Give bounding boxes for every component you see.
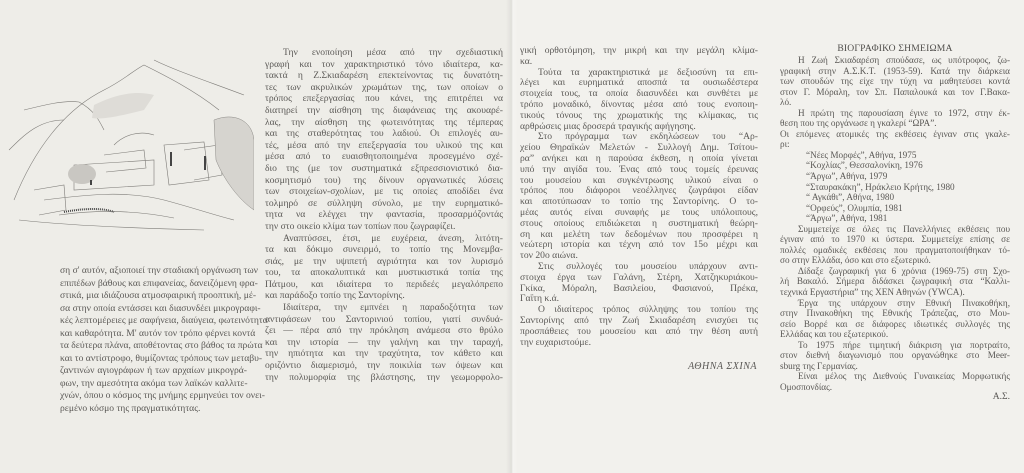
- text-line: και την ιστορία — την γαλήνη και την ταραχή,: [265, 336, 503, 348]
- left-page-column-2: [265, 47, 503, 383]
- text-line: γραφή και τον χαρακτηριστικό τόνο ιδιαίτερα, κα-: [265, 58, 503, 70]
- text-line: τεχνικά Εργαστήρια” της ΧΕΝ Αθηνών (YWCA).: [780, 287, 965, 298]
- text-line: τρόπος που διάφοροι νεοέλληνες ζωγράφοι είδαν: [520, 185, 758, 197]
- paragraph: [520, 132, 758, 262]
- exhibition-item: “Ορφεύς”, Ολυμπία, 1981: [806, 202, 903, 213]
- text-line: των σπουδών της είχε την τύχη να μαθητεύσει κοντά: [780, 76, 1010, 87]
- text-line: Την ενοποίηση μέσα από την σχεδιαστική: [283, 47, 503, 58]
- text-line: τα και δόκιμο συνειρμό, το τοπίο της Μονεμβα-: [265, 244, 503, 256]
- text-line: σο στην Ελλάδα, όσο και στο εξωτερικό.: [780, 255, 931, 266]
- text-line: φων, την αμεσότητα ακόμα των λαϊκών καλλιτε-: [60, 377, 248, 389]
- paragraph: [780, 298, 1010, 340]
- text-line: ρι:: [780, 139, 790, 150]
- text-line: στοιχα έργα των Γαλάνη, Στέρη, Χατζηκυριάκου-: [520, 271, 758, 283]
- left-page-column-1: [60, 265, 268, 415]
- exhibition-item: “Άργω”, Αθήνα, 1981: [806, 213, 888, 224]
- text-line: τα δεύτερα πλάνα, αποθέτοντας στο βάθος τα πρώτα: [60, 340, 263, 351]
- paragraph: [520, 262, 758, 305]
- text-line: τες των ακρυλικών χρωμάτων της, των οποίων ο: [265, 81, 503, 93]
- text-line: Γκίκα, Μόραλη, Βασιλείου, Φασιανού, Πρέκα,: [520, 282, 758, 294]
- text-line: Συμμετείχε σε όλες τις Πανελλήνιες εκθέσεις που: [798, 223, 1010, 234]
- text-line: διο της (με τον συστηματικά εξπρεσσιονιστικό δια-: [265, 162, 503, 174]
- text-line: Πάτμου, και ιδιαίτερα το περιδεές μεγαλόπρεπο: [265, 278, 503, 290]
- text-line: ση σ' αυτόν, αξιοποιεί την σταδιακή οργάνωση των: [60, 265, 258, 276]
- text-line: των στοιχείων-σχολίων, με τις οποίες αποδίδει ένα: [265, 186, 503, 198]
- text-line: αρθρώσεις μιας δροσερά τραγικής αφήγησης.: [520, 120, 696, 132]
- exhibition-item: “Κοχλίας”, Θεσσαλονίκη, 1976: [806, 160, 923, 171]
- text-line: γική ορθοτόμηση, την μικρή και την μεγάλη κλίμα-: [520, 45, 758, 56]
- text-line: λέγει και ευρηματικά αποσπά τα ουσιωδέστερα: [520, 77, 758, 89]
- text-line: Το 1975 πήρε τιμητική διάκριση για πορτραίτο,: [798, 339, 1010, 350]
- text-line: έγιναν από το 1970 κι ύστερα. Συμμετείχε επίσης σε: [780, 234, 1010, 245]
- text-line: ρα” ανήκει και η παρούσα έκθεση, η οποία γίνεται: [520, 152, 758, 164]
- text-line: Οι επόμενες ατομικές της εκθέσεις έγιναν στις γκαλε-: [780, 128, 1010, 139]
- text-line: Έργα της υπάρχουν στην Εθνική Πινακοθήκη,: [798, 297, 1010, 308]
- text-line: Είναι μέλος της Διεθνούς Γυναικείας Μορφωτικής: [798, 371, 1010, 382]
- text-line: και αποτύπωσαν το τοπίο της Σαντορίνης. Ο το-: [520, 196, 758, 208]
- text-line: γραφική στην Α.Σ.Κ.Τ. (1953-59). Κατά την διάρκεια: [780, 65, 1010, 76]
- text-line: τές, μέσα από την επεξεργασία του υλικού της και: [265, 139, 503, 151]
- text-line: την πολυμορφία της βλάστησης, την γεωμορφολο-: [265, 371, 503, 383]
- text-line: σιάς, με την υψιπετή αγριότητα και τον λυρισμό: [265, 255, 503, 267]
- text-line: στους οποίους επιδιώκεται η συστηματική θεώρη-: [520, 217, 758, 229]
- text-line: κοσμητισμό του) της δίνουν οργανωτικές λύσεις: [265, 174, 503, 186]
- text-line: τρόπος επεξεργασίας που κάνει, της επιτρέπει να: [265, 93, 503, 105]
- text-line: Σαντορίνης από την Ζωή Σκιαδαρέση ενισχύει τις: [520, 314, 758, 326]
- text-line: Ο ιδιαίτερος τρόπος σύλληψης του τοπίου της: [538, 304, 758, 316]
- text-line: του, τα αποκαλυπτικά και μυστικιστικά τοπία της: [265, 267, 503, 279]
- text-line: την ευχαριστούμε.: [520, 336, 591, 348]
- text-line: λή Βακαλό. Σήμερα διδάσκει ζωγραφική στα “Καλλι-: [780, 276, 1010, 287]
- text-line: προσπάθειες του μουσείου και από την θέση αυτή: [520, 325, 758, 337]
- text-line: τακτά η Ζ.Σκιαδαρέση επεκτείνοντας τις δυνατότη-: [265, 70, 503, 82]
- paragraph: [780, 224, 1010, 266]
- text-line: υπό την αιγίδα του. Ένας από τους τομείς έρευνας: [520, 163, 758, 175]
- text-line: οριζόντιο διαμερισμό, την ποικιλία των όψεων και: [265, 360, 503, 372]
- text-line: αντιφάσεων του Σαντορινιού τοπίου, γιατί συνδυά-: [265, 313, 503, 325]
- text-line: Η Ζωή Σκιαδαρέση σπούδασε, ως υπότροφος, ζω-: [798, 55, 1010, 65]
- biography-title: ΒΙΟΓΡΑΦΙΚΟ ΣΗΜΕΙΩΜΑ: [837, 43, 953, 54]
- text-line: και καθαρότητα. Μ' αυτόν τον τρόπο φέρνει κοντά: [60, 327, 256, 339]
- page-fold: [506, 0, 518, 473]
- text-line: κα.: [520, 55, 533, 67]
- text-line: κές λεπτομέρειες με σαφήνεια, διαύγεια, φωτεινότητα: [60, 315, 268, 326]
- biography-column: [780, 55, 1010, 393]
- text-line: Ιδιαίτερα, την εμπνέει η παραδοξότητα των: [283, 302, 503, 314]
- text-line: χείου Θηραϊκών Μελετών - Συλλογή Δημ. Τσίτου-: [520, 142, 758, 154]
- text-line: θεση που της οργάνωσε η γκαλερί “ΩΡΑ”.: [780, 118, 937, 129]
- text-line: στην Πινακοθήκη της Εθνικής Τράπεζας, στο Μου-: [780, 308, 1010, 319]
- exhibition-item: “ Αγκάθι”, Αθήνα, 1980: [806, 192, 895, 203]
- text-line: στον διεθνή διαγωνισμό που οργανώθηκε στο Meer-: [780, 350, 1010, 361]
- paragraph: [265, 233, 503, 303]
- paragraph: [780, 129, 1010, 150]
- text-line: στοιχεία τους, τα οποία διασυνδέει και συνθέτει με: [520, 88, 758, 100]
- text-line: τητα να ελέγχει την φαντασία, προσαρμόζοντάς: [265, 209, 503, 221]
- text-line: Αναπτύσσει, έτσι, με ευχέρεια, άνεση, λιτότη-: [283, 232, 503, 244]
- text-line: Στις συλλογές του μουσείου υπάρχουν αντι-: [538, 260, 758, 272]
- text-line: στον Γ. Μόραλη, τον Σπ. Παπαλουκά και τον Γ.Βακα-: [780, 86, 1010, 97]
- exhibition-item: “Νέες Μορφές”, Αθήνα, 1975: [806, 149, 917, 160]
- right-page-column-1: [520, 46, 758, 348]
- text-line: Γαΐτη κ.ά.: [520, 293, 560, 305]
- paragraph: [520, 68, 758, 133]
- text-line: Στο πρόγραμμα των εκδηλώσεων του “Αρ-: [538, 131, 758, 143]
- text-line: διατηρεί την αίσθηση της διαφάνειας της ακουαρέ-: [265, 104, 503, 116]
- paragraph: [780, 108, 1010, 129]
- text-line: ζαντινών αγιογράφων ή των αρχαίων μικρογρά-: [60, 365, 247, 376]
- paragraph: [520, 46, 758, 68]
- text-line: μέσα από το ευαισθητοποιημένα προσεγμένο σχέ-: [265, 151, 503, 163]
- exhibition-item: “Άργω”, Αθήνα, 1979: [806, 171, 888, 182]
- author-signature: ΑΘΗΝΑ ΣΧΙΝΑ: [688, 361, 757, 372]
- text-line: λας, την αίσθηση της φωτεινότητας της τέμπερας: [265, 116, 503, 128]
- text-line: ζει — πέρα από την πρόκληση ανάμεσα στο θρύλο: [265, 325, 503, 337]
- paragraph: [265, 302, 503, 383]
- paragraph: [520, 305, 758, 348]
- biography-initials: Α.Σ.: [992, 391, 1010, 402]
- text-line: λό.: [780, 97, 792, 108]
- paragraph: [780, 55, 1010, 108]
- text-line: τικούς τόνους της χρωματικής της κλίμακας, τις: [520, 109, 758, 121]
- text-line: και της σταθερότητας του λαδιού. Οι επιλογές αυ-: [265, 128, 503, 140]
- text-line: sburg της Γερμανίας.: [780, 360, 858, 371]
- text-line: τον 20ο αιώνα.: [520, 250, 578, 262]
- text-line: την ηπιότητα και την τραχύτητα, τον κάθετο και: [265, 348, 503, 360]
- text-line: σείο Βορρέ και σε διάφορες ιδιωτικές συλλογές της: [780, 318, 1010, 329]
- paragraph: [265, 47, 503, 233]
- text-line: ση και μελέτη των δεδομένων που προσφέρει η: [520, 228, 758, 240]
- exhibition-item: “Σταυρακάκη”, Ηράκλειο Κρήτης, 1980: [806, 181, 955, 192]
- text-line: μέας αυτός είναι συναφής με τους υπόλοιπους,: [520, 206, 758, 218]
- paragraph: [780, 371, 1010, 392]
- text-line: Ελλάδας και του εξωτερικού.: [780, 329, 889, 340]
- text-line: Ομοσπονδίας.: [780, 381, 833, 392]
- paragraph: [780, 340, 1010, 372]
- text-line: επιπέδων βάθους και επιφανείας, δανειζόμενη φρα-: [60, 277, 258, 289]
- text-line: του μουσείου και συγκέντρωσης υλικού είναι ο: [520, 174, 758, 186]
- text-line: την στο οικείο κλίμα των τοπίων που ζωγραφίζει.: [265, 220, 456, 232]
- text-line: και το αντίστροφο, θυμίζοντας τρόπους των μεταβυ-: [60, 352, 263, 364]
- text-line: τολμηρό σε σύλληψη σύνολο, με την ευρηματικό-: [265, 197, 503, 209]
- paragraph: [780, 266, 1010, 298]
- exhibition-list: [780, 150, 1010, 224]
- text-line: και παράδοξο τοπίο της Σαντορίνης.: [265, 290, 405, 302]
- text-line: πολλές ομαδικές εκθέσεις που πραγματοποιήθηκαν τό-: [780, 244, 1010, 255]
- text-line: ρεμένο κόσμο της πραγματικότητας.: [60, 402, 201, 414]
- text-line: Η πρώτη της παρουσίαση έγινε το 1972, στην έκ-: [798, 107, 1010, 118]
- text-line: Τούτα τα χαρακτηριστικά με δεξιοσύνη τα επι-: [538, 66, 758, 78]
- text-line: τρόπο μοναδικό, δίνοντας μέσα από τους ενοποιη-: [520, 98, 758, 110]
- text-line: Δίδαξε ζωγραφική για 6 χρόνια (1969-75) στη Σχο-: [798, 265, 1010, 276]
- text-line: νεώτερη ιστορία και τέχνη από τον 15ο μέχρι και: [520, 239, 758, 251]
- text-line: σα στην οποία εντάσσει και διασυνδέει μικρογραφι-: [60, 302, 261, 314]
- paragraph: [60, 265, 268, 415]
- landscape-sketch-illustration: [4, 50, 254, 232]
- text-line: στικά, μια ιδιάζουσα ατμοσφαιρική προοπτική, μέ-: [60, 290, 257, 301]
- text-line: χνών, όπου ο κόσμος της μνήμης ερμηνεύει τον ονει-: [60, 390, 265, 401]
